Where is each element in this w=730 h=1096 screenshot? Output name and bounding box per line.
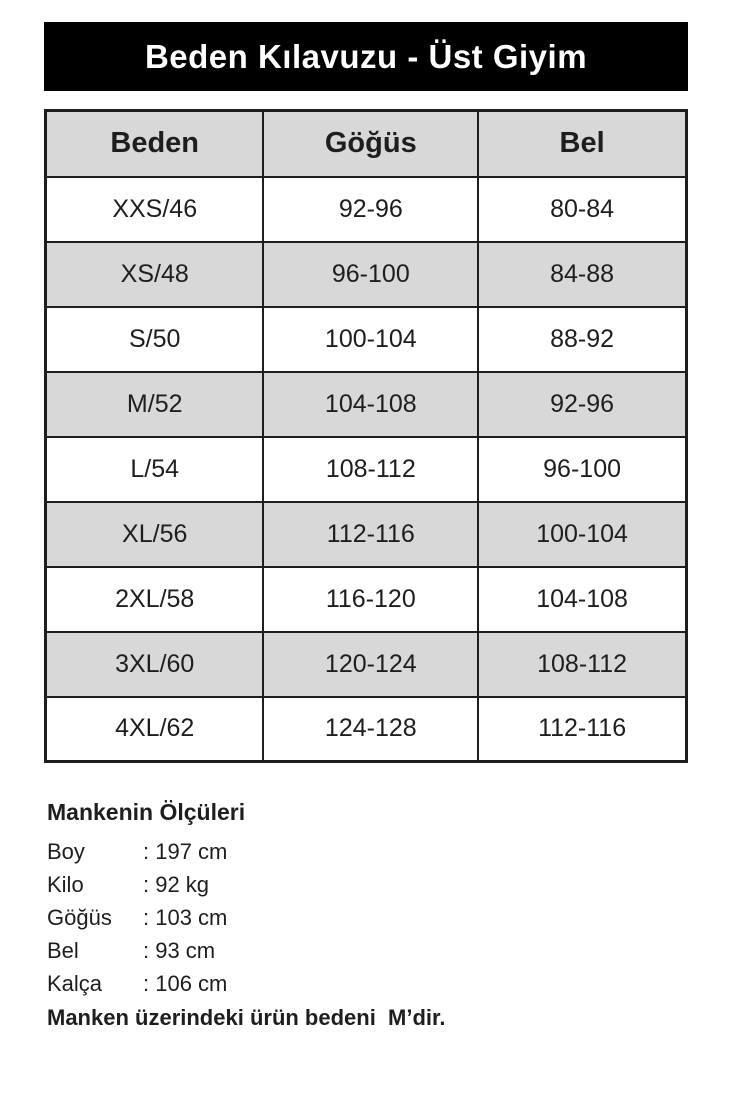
chest-cell: 116-120	[263, 567, 478, 632]
chest-cell: 92-96	[263, 177, 478, 242]
waist-cell: 108-112	[478, 632, 686, 697]
measurement-row	[47, 901, 688, 934]
measurement-value: : 93 cm	[143, 938, 216, 963]
title-bar	[44, 22, 688, 91]
column-header-bel: Bel	[478, 111, 686, 177]
size-cell: S/50	[46, 307, 264, 372]
waist-cell: 104-108	[478, 567, 686, 632]
size-cell: 3XL/60	[46, 632, 264, 697]
table-row	[46, 632, 687, 697]
model-measurements-heading: Mankenin Ölçüleri	[47, 799, 246, 825]
table-row	[46, 372, 687, 437]
chest-cell: 112-116	[263, 502, 478, 567]
measurement-value: : 103 cm	[143, 905, 228, 930]
model-size-note: Manken üzerindeki ürün bedeni M’dir.	[47, 1005, 446, 1030]
size-cell: XS/48	[46, 242, 264, 307]
waist-cell: 112-116	[478, 697, 686, 762]
size-table	[44, 109, 688, 763]
table-row	[46, 177, 687, 242]
size-cell: M/52	[46, 372, 264, 437]
size-cell: XXS/46	[46, 177, 264, 242]
column-header-beden: Beden	[46, 111, 264, 177]
measurement-row	[47, 835, 688, 868]
measurement-label: Göğüs	[47, 905, 112, 930]
measurement-label: Kalça	[47, 971, 103, 996]
column-header-gogus: Göğüs	[263, 111, 478, 177]
size-cell: L/54	[46, 437, 264, 502]
measurement-value: : 197 cm	[143, 839, 228, 864]
size-cell: 4XL/62	[46, 697, 264, 762]
table-header-row	[46, 111, 687, 177]
chest-cell: 100-104	[263, 307, 478, 372]
table-row	[46, 437, 687, 502]
page-title: Beden Kılavuzu - Üst Giyim	[144, 37, 588, 75]
measurement-value: : 106 cm	[143, 971, 228, 996]
size-cell: XL/56	[46, 502, 264, 567]
measurement-label: Kilo	[47, 872, 84, 897]
size-cell: 2XL/58	[46, 567, 264, 632]
waist-cell: 88-92	[478, 307, 686, 372]
chest-cell: 124-128	[263, 697, 478, 762]
measurement-label: Bel	[47, 938, 79, 963]
table-row	[46, 242, 687, 307]
chest-cell: 96-100	[263, 242, 478, 307]
model-measurements	[44, 799, 688, 1031]
chest-cell: 108-112	[263, 437, 478, 502]
waist-cell: 96-100	[478, 437, 686, 502]
table-row	[46, 567, 687, 632]
measurement-row	[47, 967, 688, 1000]
measurement-row	[47, 934, 688, 967]
waist-cell: 92-96	[478, 372, 686, 437]
waist-cell: 80-84	[478, 177, 686, 242]
measurement-label: Boy	[47, 839, 85, 864]
waist-cell: 100-104	[478, 502, 686, 567]
table-row	[46, 697, 687, 762]
chest-cell: 120-124	[263, 632, 478, 697]
table-row	[46, 502, 687, 567]
table-row	[46, 307, 687, 372]
measurement-row	[47, 868, 688, 901]
measurement-value: : 92 kg	[143, 872, 210, 897]
waist-cell: 84-88	[478, 242, 686, 307]
chest-cell: 104-108	[263, 372, 478, 437]
